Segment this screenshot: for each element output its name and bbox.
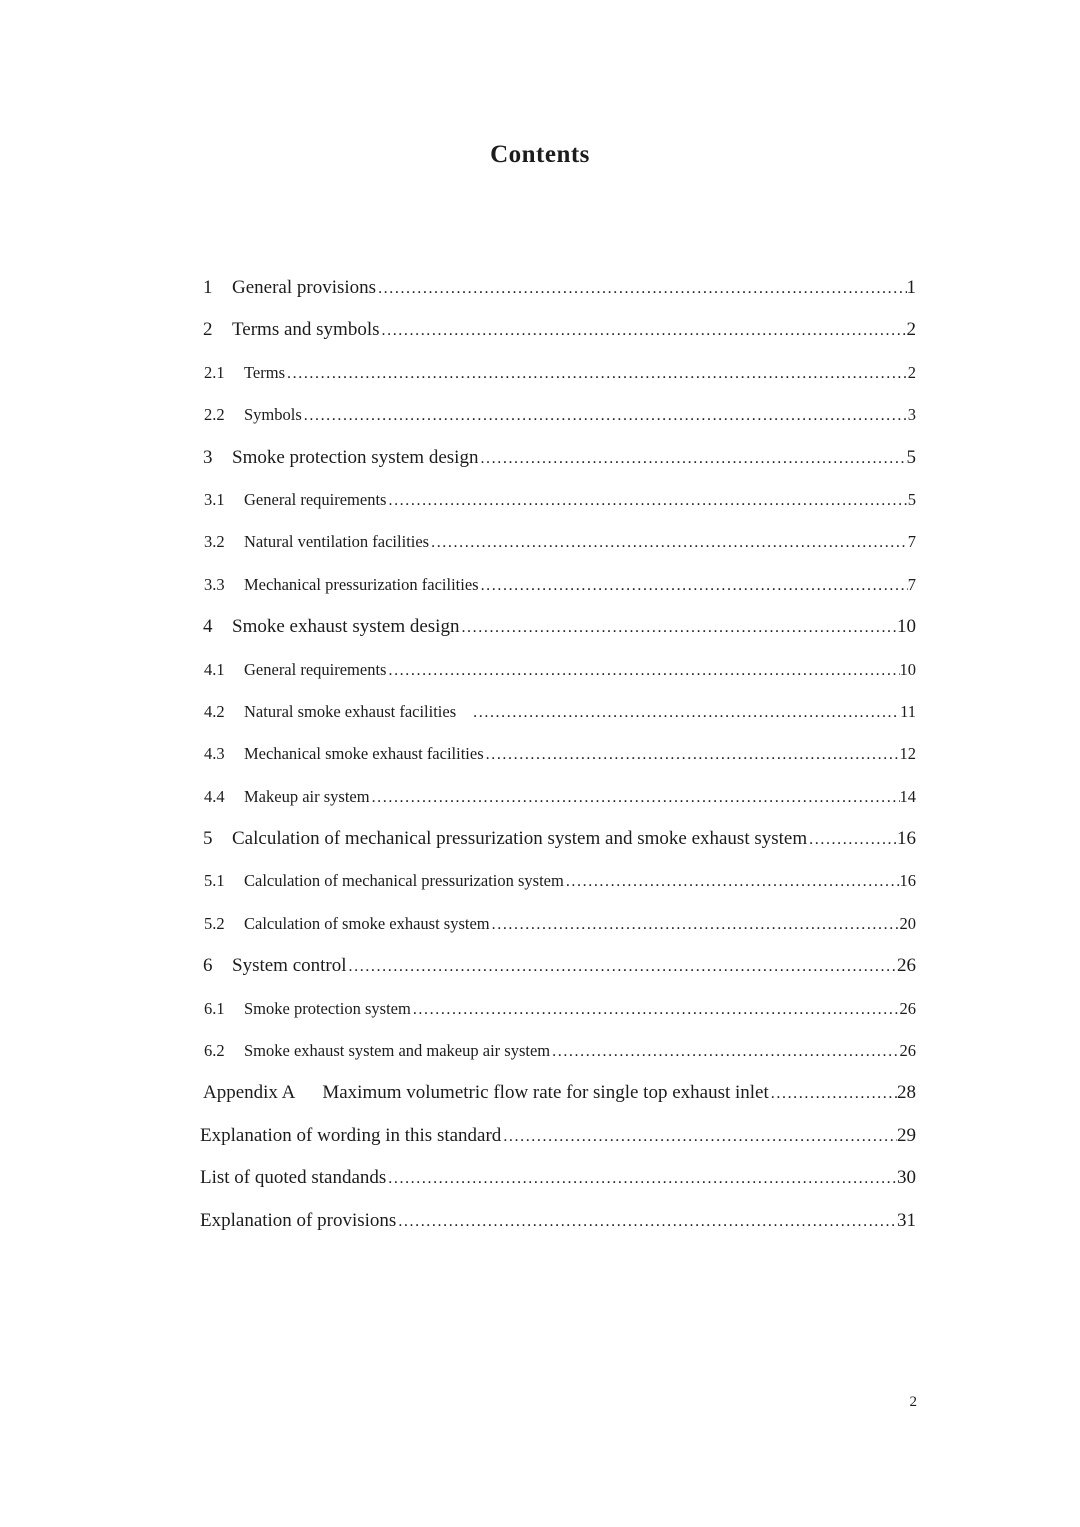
- toc-entry[interactable]: [200, 479, 916, 521]
- toc-entry-page: 10: [899, 659, 916, 679]
- toc-entry-page: 29: [897, 1124, 916, 1146]
- dot-leader: [372, 777, 900, 819]
- table-of-contents: [200, 267, 916, 1242]
- toc-entry[interactable]: [200, 394, 916, 436]
- toc-entry-label: Makeup air system: [244, 786, 370, 806]
- dot-leader: [503, 1116, 897, 1158]
- dot-leader: [349, 946, 897, 988]
- toc-entry-number: 4: [203, 616, 213, 638]
- toc-entry-page: 2: [906, 319, 916, 341]
- toc-entry-page: 16: [899, 871, 916, 891]
- toc-entry-label: Mechanical pressurization facilities: [244, 574, 479, 594]
- dot-leader: [473, 692, 900, 734]
- toc-entry[interactable]: [200, 309, 916, 351]
- dot-leader: [388, 480, 907, 522]
- toc-entry-page: 14: [899, 786, 916, 806]
- toc-entry[interactable]: [200, 818, 916, 860]
- toc-entry-label: Symbols: [244, 405, 302, 425]
- toc-entry-number: Appendix A: [203, 1082, 296, 1104]
- toc-entry-number: 4.1: [204, 659, 225, 679]
- toc-entry[interactable]: [200, 437, 916, 479]
- toc-entry-number: 3.2: [204, 532, 225, 552]
- toc-entry-page: 2: [907, 362, 916, 382]
- toc-entry-page: 26: [899, 1041, 916, 1061]
- toc-entry[interactable]: [200, 521, 916, 563]
- toc-entry[interactable]: [200, 267, 916, 309]
- toc-entry-label: System control: [232, 955, 347, 977]
- toc-entry-page: 31: [897, 1209, 916, 1231]
- dot-leader: [382, 310, 907, 352]
- toc-entry-number: 2: [203, 319, 213, 341]
- toc-entry-number: 6.2: [204, 1041, 225, 1061]
- dot-leader: [566, 861, 900, 903]
- toc-entry-label: Smoke exhaust system and makeup air system: [244, 1041, 551, 1061]
- toc-entry-label: General provisions: [232, 277, 377, 298]
- toc-entry[interactable]: [200, 606, 916, 648]
- dot-leader: [388, 650, 899, 692]
- toc-entry-number: 4.2: [204, 701, 225, 721]
- toc-entry-page: 3: [907, 405, 916, 425]
- dot-leader: [809, 819, 897, 861]
- toc-entry-page: 5: [907, 489, 916, 509]
- toc-entry[interactable]: [200, 649, 916, 691]
- toc-entry-number: 2.2: [204, 405, 225, 425]
- toc-entry-number: 6: [203, 955, 213, 977]
- toc-entry-label: Smoke exhaust system design: [232, 616, 460, 638]
- toc-entry-number: 3: [203, 446, 213, 468]
- toc-entry[interactable]: [200, 1157, 916, 1199]
- toc-entry-label: Terms: [244, 362, 286, 382]
- toc-entry-label: Terms and symbols: [232, 319, 380, 341]
- page-number: 2: [909, 1394, 917, 1410]
- toc-entry-label: Natural smoke exhaust facilities: [244, 701, 457, 721]
- toc-entry[interactable]: [200, 776, 916, 818]
- toc-entry-page: 28: [897, 1082, 916, 1104]
- toc-entry[interactable]: [200, 564, 916, 606]
- toc-entry-number: 5.1: [204, 871, 225, 891]
- toc-entry-number: 3.1: [204, 489, 225, 509]
- toc-entry-label: Explanation of provisions: [200, 1209, 397, 1231]
- toc-entry[interactable]: [200, 1030, 916, 1072]
- toc-entry-page: 7: [907, 532, 916, 552]
- toc-entry-label: Natural ventilation facilities: [244, 532, 430, 552]
- toc-entry-page: 10: [897, 616, 916, 638]
- page-title: Contents: [490, 141, 590, 168]
- toc-entry-number: 3.3: [204, 574, 225, 594]
- toc-entry-label: General requirements: [244, 489, 387, 509]
- toc-entry[interactable]: [200, 903, 916, 945]
- toc-entry-page: 1: [906, 277, 916, 298]
- toc-entry-label: General requirements: [244, 659, 387, 679]
- toc-entry-number: 2.1: [204, 362, 225, 382]
- toc-entry-page: 20: [899, 913, 916, 933]
- dot-leader: [771, 1073, 897, 1115]
- toc-entry-label: Smoke protection system design: [232, 446, 479, 468]
- dot-leader: [304, 395, 908, 437]
- dot-leader: [378, 268, 906, 310]
- dot-leader: [480, 438, 906, 480]
- toc-entry-label: Smoke protection system: [244, 998, 411, 1018]
- dot-leader: [481, 565, 908, 607]
- toc-entry[interactable]: [200, 733, 916, 775]
- toc-entry[interactable]: [200, 945, 916, 987]
- toc-entry-label: Explanation of wording in this standard: [200, 1124, 502, 1146]
- dot-leader: [552, 1031, 899, 1073]
- toc-entry-page: 11: [900, 701, 916, 721]
- toc-entry-number: 5: [203, 828, 213, 850]
- toc-entry-page: 12: [899, 744, 916, 764]
- dot-leader: [431, 522, 908, 564]
- toc-entry-label: Calculation of mechanical pressurization system: [244, 871, 564, 891]
- toc-entry[interactable]: [200, 1115, 916, 1157]
- toc-entry-number: 4.3: [204, 744, 225, 764]
- toc-entry[interactable]: [200, 691, 916, 733]
- toc-entry[interactable]: [200, 1072, 916, 1114]
- dot-leader: [398, 1201, 897, 1243]
- toc-entry-label: Mechanical smoke exhaust facilities: [244, 744, 484, 764]
- dot-leader: [486, 734, 900, 776]
- dot-leader: [388, 1158, 897, 1200]
- toc-entry[interactable]: [200, 988, 916, 1030]
- toc-entry-page: 30: [897, 1167, 916, 1189]
- toc-entry-number: 4.4: [204, 786, 225, 806]
- toc-entry-number: 6.1: [204, 998, 225, 1018]
- toc-entry-label: Maximum volumetric flow rate for single top exhaust inlet: [322, 1082, 769, 1104]
- toc-entry-label: Calculation of smoke exhaust system: [244, 913, 490, 933]
- dot-leader: [492, 904, 900, 946]
- dot-leader: [461, 607, 897, 649]
- toc-entry-page: 7: [907, 574, 916, 594]
- toc-entry-page: 26: [899, 998, 916, 1018]
- dot-leader: [413, 989, 900, 1031]
- toc-entry-page: 26: [897, 955, 916, 977]
- toc-entry-label: List of quoted standands: [200, 1167, 387, 1189]
- toc-entry-number: 5.2: [204, 913, 225, 933]
- toc-entry[interactable]: [200, 352, 916, 394]
- toc-entry-page: 5: [906, 446, 916, 468]
- toc-entry[interactable]: [200, 860, 916, 902]
- toc-entry-number: 1: [203, 277, 213, 298]
- toc-entry[interactable]: [200, 1200, 916, 1242]
- toc-entry-page: 16: [897, 828, 916, 850]
- dot-leader: [287, 353, 908, 395]
- toc-entry-label: Calculation of mechanical pressurization system and smoke exhaust system: [232, 828, 808, 850]
